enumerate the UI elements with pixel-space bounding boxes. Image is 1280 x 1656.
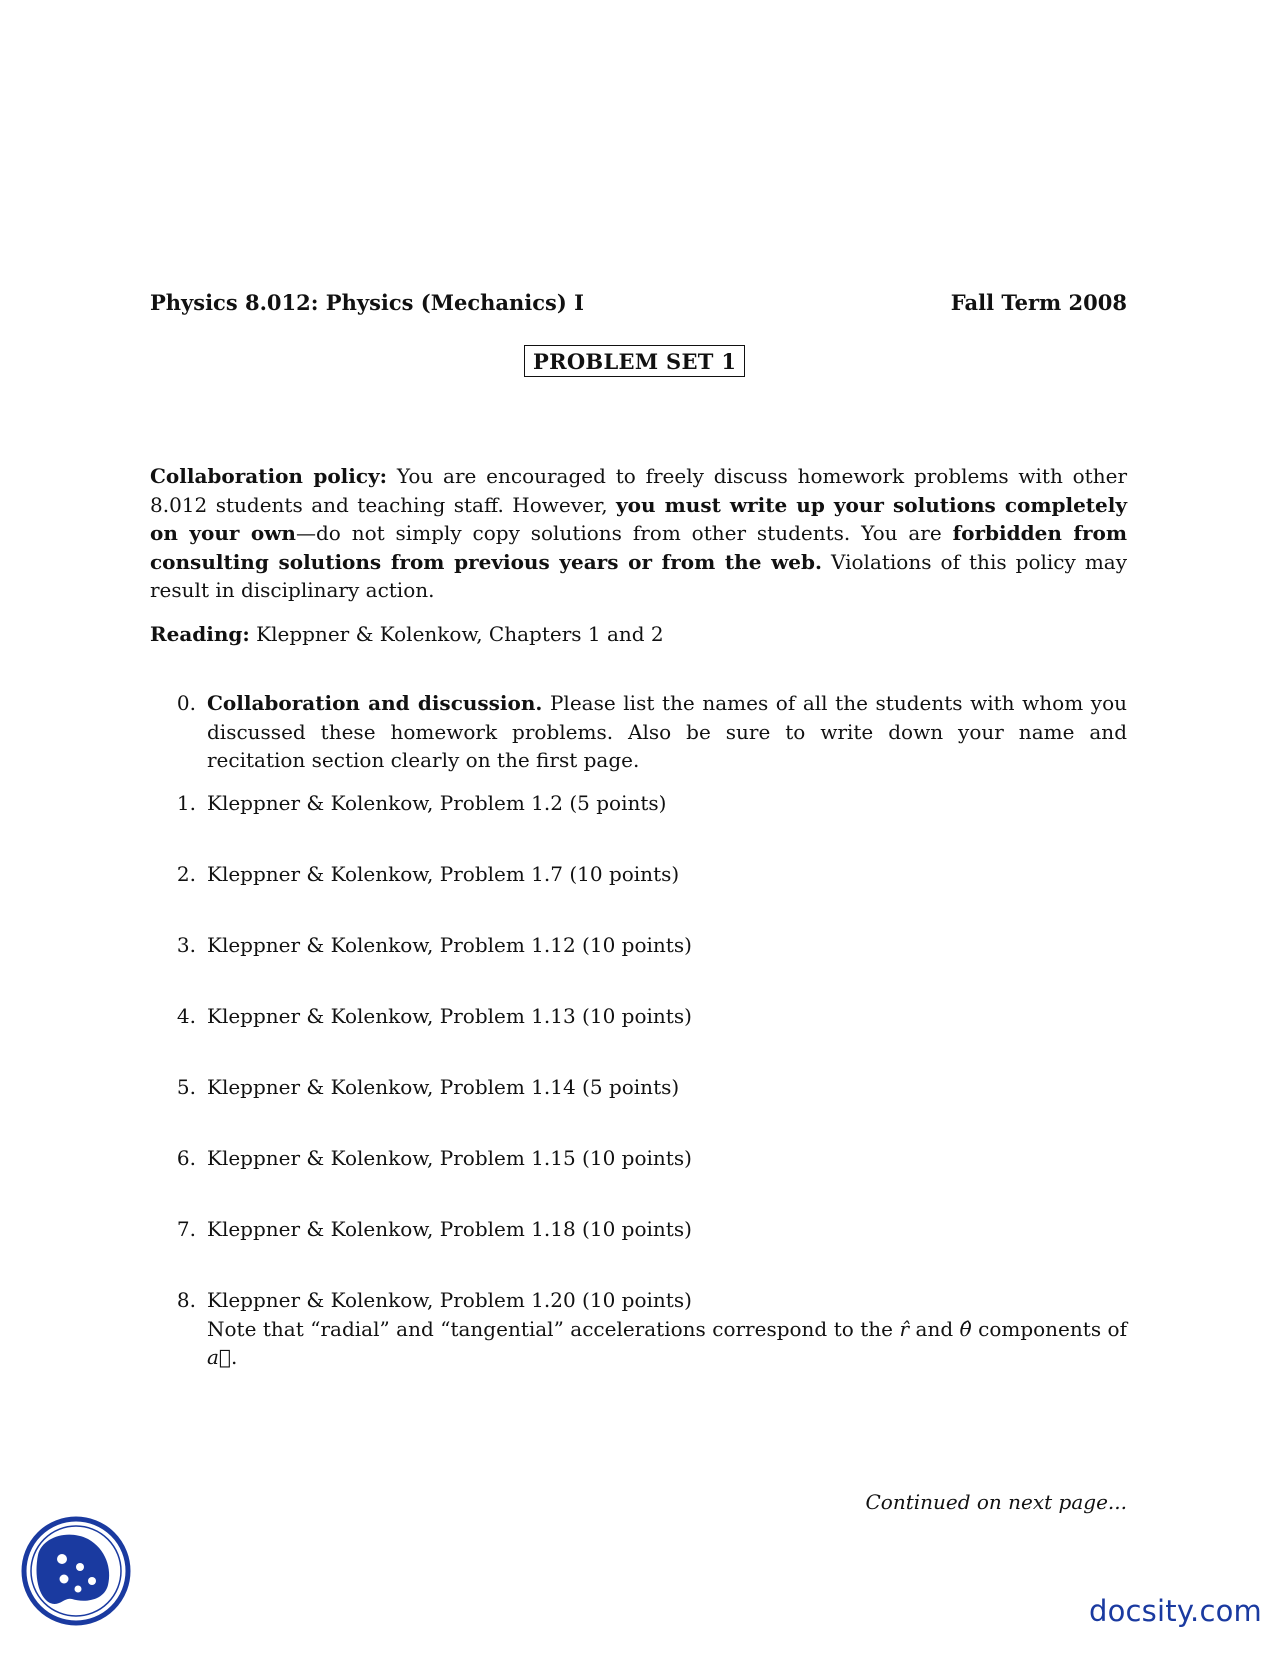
problem-number: 6. [176, 1146, 196, 1170]
course-title: Physics 8.012: Physics (Mechanics) I [150, 290, 584, 315]
problem-number: 7. [176, 1217, 196, 1241]
problem-number: 3. [176, 933, 196, 957]
theta-hat-symbol: θ̂ [959, 1316, 972, 1341]
problem-text: Kleppner & Kolenkow, Problem 1.2 (5 points) [207, 791, 667, 815]
policy-text-3: Violations of this policy may result in disciplinary action. [150, 549, 1128, 602]
reading-label: Reading: [150, 622, 250, 646]
note-text: . [230, 1345, 238, 1369]
problem-number: 4. [176, 1004, 196, 1028]
problem-number: 1. [176, 791, 196, 815]
note-text: components of [971, 1316, 1127, 1341]
problem-number: 2. [176, 862, 196, 886]
docsity-brand-link[interactable]: docsity.com [1088, 1594, 1262, 1628]
docsity-logo-icon [20, 1515, 132, 1627]
problem-text [207, 689, 1127, 775]
problem-text: Kleppner & Kolenkow, Problem 1.13 (10 points) [207, 1004, 692, 1028]
problem-bold-label: Collaboration and discussion. [207, 691, 543, 715]
problem-text: Kleppner & Kolenkow, Problem 1.18 (10 points) [207, 1217, 692, 1241]
problem-text: Kleppner & Kolenkow, Problem 1.15 (10 points) [207, 1146, 692, 1170]
problem-text: Kleppner & Kolenkow, Problem 1.12 (10 points) [207, 933, 692, 957]
collaboration-policy [150, 462, 1127, 605]
problem-note [207, 1315, 1127, 1372]
policy-label: Collaboration policy: [150, 464, 388, 488]
problem-description: Kleppner & Kolenkow, Problem 1.20 (10 points) [207, 1288, 692, 1312]
problem-text: Kleppner & Kolenkow, Problem 1.7 (10 points) [207, 862, 680, 886]
document-page [150, 0, 1127, 1656]
problem-number: 5. [176, 1075, 196, 1099]
term-label: Fall Term 2008 [950, 290, 1127, 315]
note-text: and [909, 1316, 960, 1341]
policy-bold-2: forbidden from consulting solutions from previous years or from the web. [150, 521, 1127, 574]
problem-description: Please list the names of all the students with whom you discussed these homework problems. Also be sure to write down your name and recitation section clearly on the first page. [207, 691, 1127, 772]
reading-text: Kleppner & Kolenkow, Chapters 1 and 2 [249, 622, 664, 646]
policy-bold-1: you must write up your solutions completely on your own [150, 492, 1127, 545]
policy-text-1: You are encouraged to freely discuss homework problems with other 8.012 students and teaching staff. However, [150, 464, 1127, 517]
policy-text-2: —do not simply copy solutions from other students. You are [295, 521, 953, 545]
note-text: Note that “radial” and “tangential” accelerations correspond to the [207, 1316, 900, 1341]
reading-assignment [150, 620, 1127, 649]
a-vector-symbol: a⃗ [207, 1345, 231, 1369]
problem-text: Kleppner & Kolenkow, Problem 1.14 (5 points) [207, 1075, 680, 1099]
problem-text [207, 1286, 1127, 1372]
problem-number: 8. [176, 1288, 196, 1312]
r-hat-symbol: r̂ [899, 1316, 910, 1341]
problem-number: 0. [176, 691, 196, 715]
problem-set-title: PROBLEM SET 1 [524, 345, 745, 377]
continued-note: Continued on next page... [865, 1490, 1127, 1514]
